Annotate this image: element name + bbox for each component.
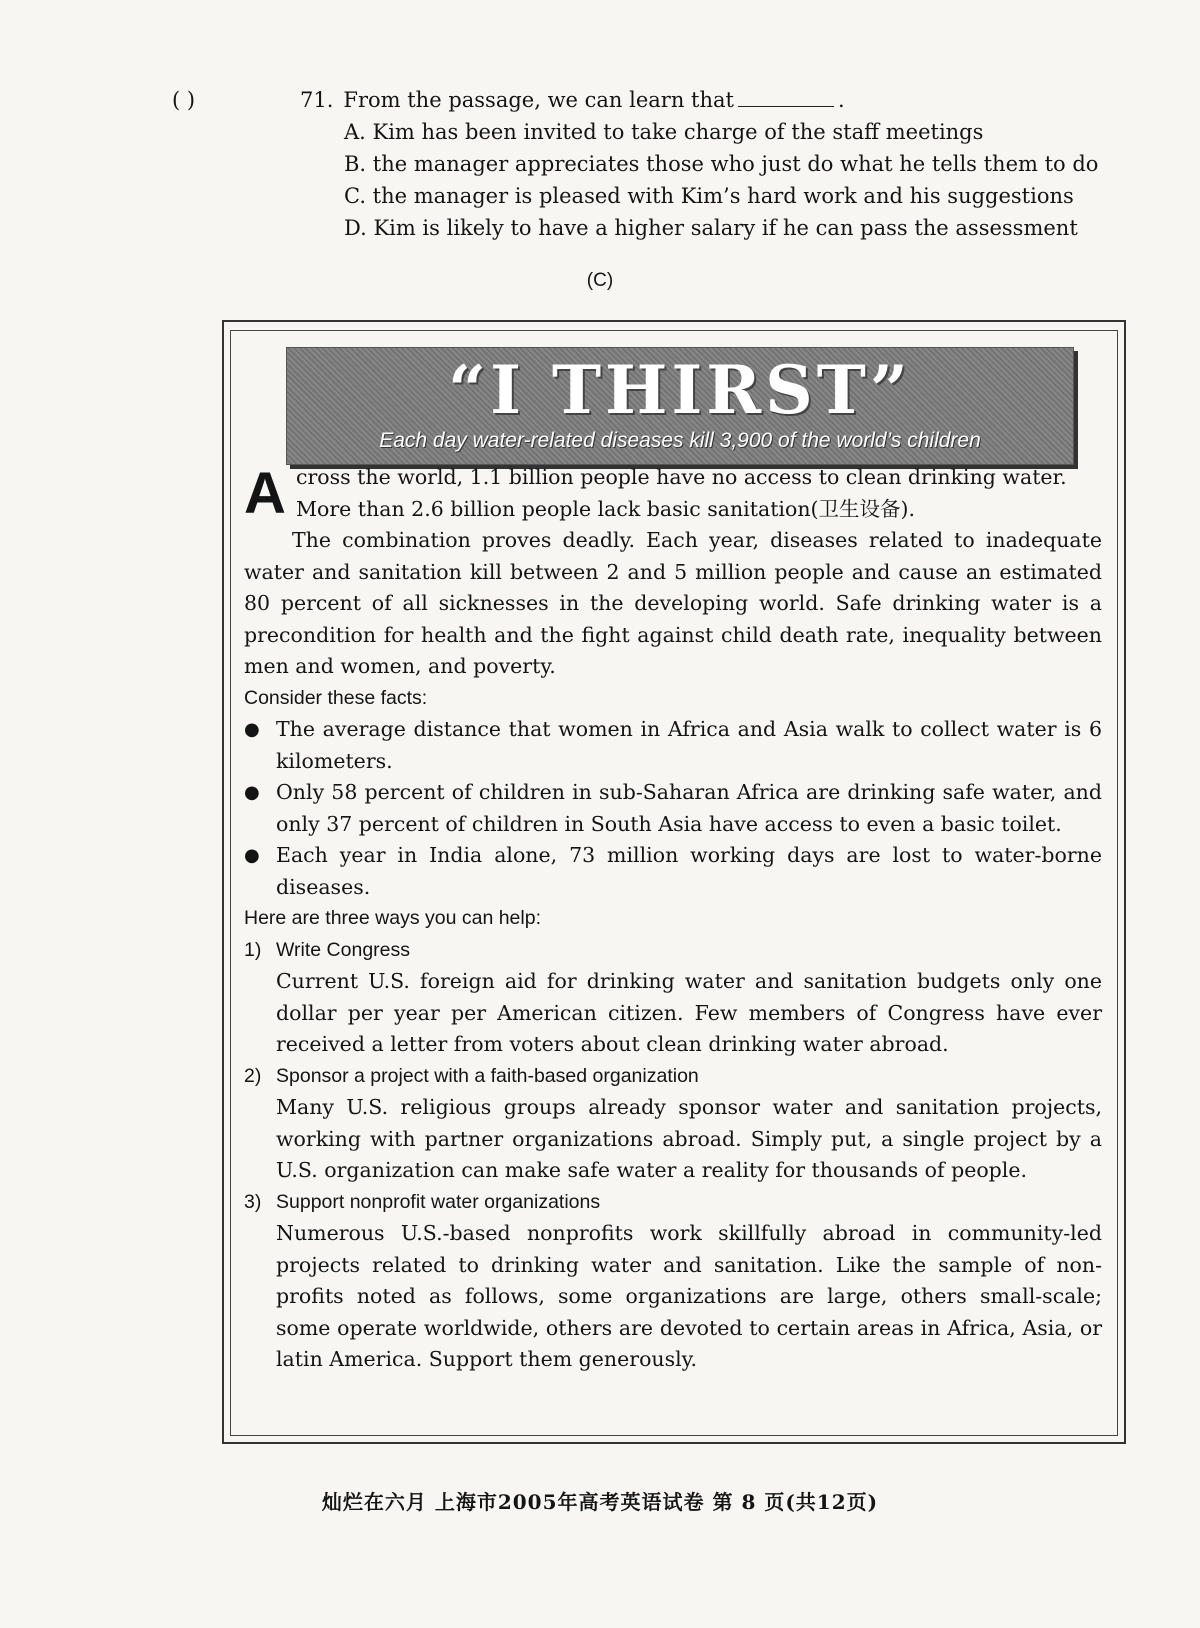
article-body (244, 462, 1102, 1376)
help-item-body: Numerous U.S.-based nonprofits work skillfully abroad in community-led projects related to drinking water and sanitation. Like the sample of non-profits noted as follows, some organizations are large, others small-scale; some operate worldwide, others are devoted to certain areas in Africa, Asia, or latin America. Support them generously. (276, 1221, 1102, 1371)
drop-cap: A (244, 461, 286, 526)
option-c: C. the manager is pleased with Kim’s hard work and his suggestions (344, 184, 1074, 208)
bullet-icon: ● (244, 782, 260, 803)
question-number: 71. (300, 88, 334, 112)
answer-blank (738, 88, 834, 107)
option-b: B. the manager appreciates those who just do what he tells them to do (344, 152, 1099, 176)
intro-paragraph (244, 462, 1102, 525)
help-item-title (244, 1187, 1102, 1219)
bullet-icon: ● (244, 719, 260, 740)
article-subtitle: Each day water-related diseases kill 3,900 of the world’s children (379, 429, 981, 452)
fact-text: Only 58 percent of children in sub-Saharan Africa are drinking safe water, and only 37 percent of children in South Asia have access to even a basic toilet. (276, 780, 1102, 836)
help-item-number: 2) (244, 1064, 262, 1087)
fact-text: The average distance that women in Africa and Asia walk to collect water is 6 kilometers. (276, 717, 1102, 773)
help-heading: Here are three ways you can help: (244, 907, 541, 929)
article-banner (286, 347, 1074, 465)
help-item-label: Write Congress (276, 938, 411, 961)
facts-heading: Consider these facts: (244, 686, 428, 709)
question-71-stem (172, 88, 1132, 112)
help-item-label: Sponsor a project with a faith-based organization (276, 1064, 699, 1087)
answer-bracket: ( ) (172, 88, 196, 112)
intro-text: cross the world, 1.1 billion people have no access to clean drinking water. More than 2.6 billion people lack basic sanitation(卫生设备). (296, 465, 1067, 521)
help-item-label: Support nonprofit water organizations (276, 1190, 601, 1213)
fact-item (244, 777, 1102, 840)
help-item-number: 1) (244, 938, 262, 961)
help-item-body: Many U.S. religious groups already sponsor water and sanitation projects, working with partner organizations abroad. Simply put, a single project by a U.S. organization can make safe water a reality for thousands of people. (276, 1095, 1102, 1182)
question-stem-text: From the passage, we can learn that (343, 88, 734, 112)
fact-text: Each year in India alone, 73 million working days are lost to water-borne diseases. (276, 843, 1102, 899)
page-footer: 灿烂在六月 上海市2005年高考英语试卷 第 8 页(共12页) (321, 1490, 879, 1514)
question-stem-end: . (837, 88, 845, 112)
help-item-body: Current U.S. foreign aid for drinking water and sanitation budgets only one dollar per year per American citizen. Few members of Congress have ever received a letter from voters about clean drinking water abroad. (276, 969, 1102, 1056)
help-item-title (244, 935, 1102, 967)
fact-item (244, 840, 1102, 903)
paragraph-2: The combination proves deadly. Each year, diseases related to inadequate water and sanitation kill between 2 and 5 million people and cause an estimated 80 percent of all sicknesses in the developing world. Safe drinking water is a precondition for health and the fight against child death rate, inequality between men and women, and poverty. (244, 528, 1102, 678)
question-71 (172, 88, 1132, 244)
help-item-title (244, 1061, 1102, 1093)
question-options (344, 116, 1132, 244)
fact-item (244, 714, 1102, 777)
article-title: “I THIRST” (448, 351, 912, 429)
help-item-number: 3) (244, 1190, 262, 1213)
section-label: (C) (586, 270, 614, 291)
option-a: A. Kim has been invited to take charge of the staff meetings (344, 120, 984, 144)
bullet-icon: ● (244, 845, 260, 866)
option-d: D. Kim is likely to have a higher salary if he can pass the assessment (344, 216, 1078, 240)
